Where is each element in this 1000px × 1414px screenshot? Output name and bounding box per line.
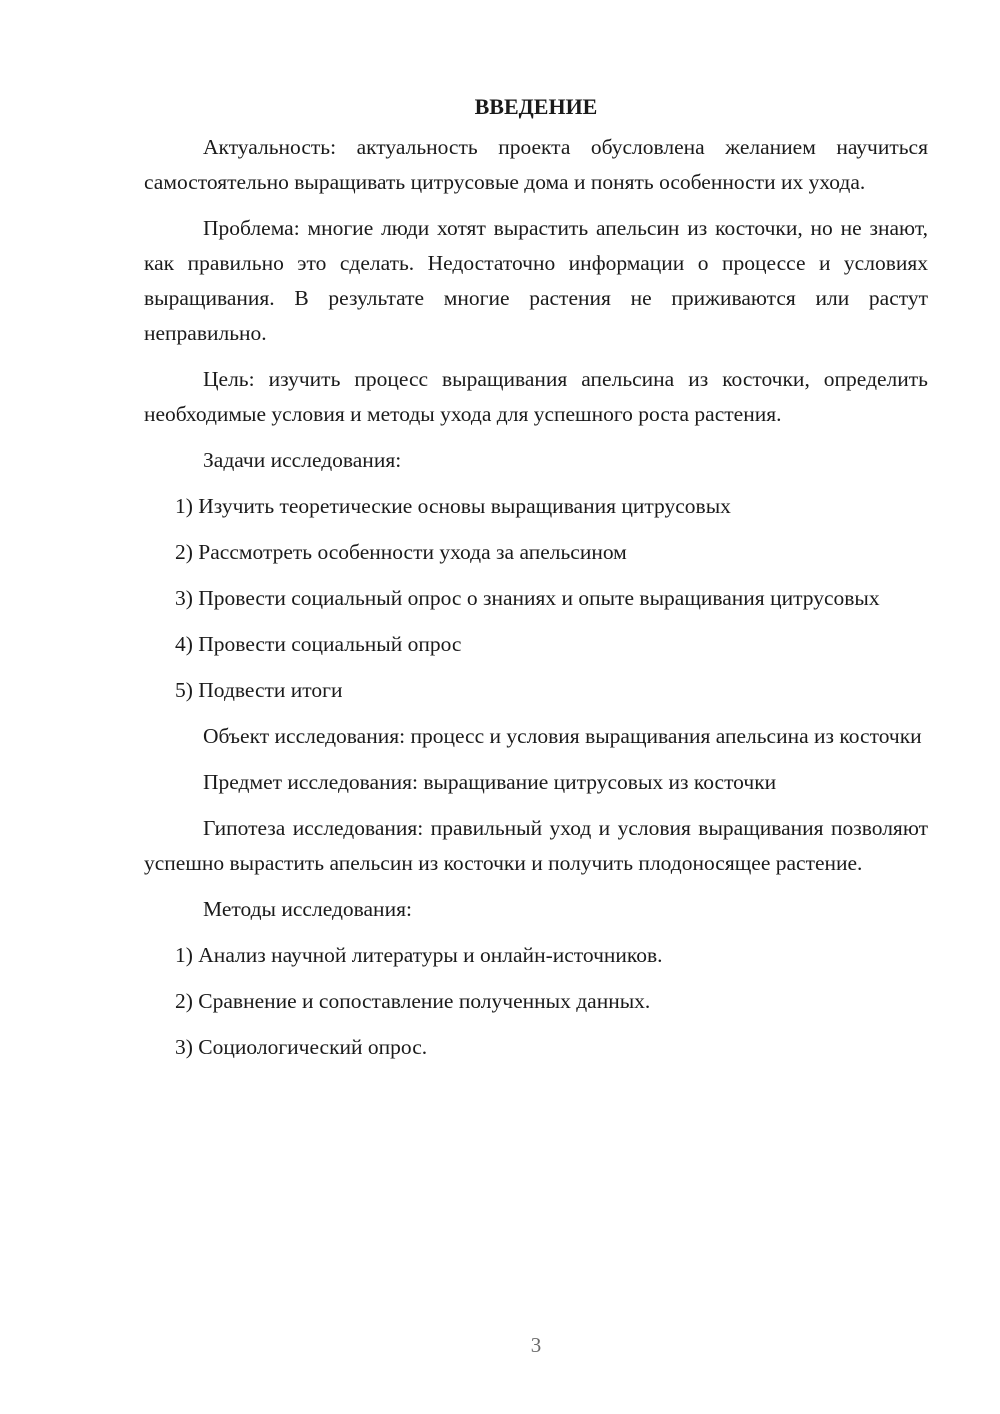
task-item-2: 2) Рассмотреть особенности ухода за апельсином	[175, 540, 627, 564]
paragraph-hypothesis: Гипотеза исследования: правильный уход и условия выращивания позволяют успешно вырастить апельсин из косточки и получить плодоносящее растение.	[144, 816, 928, 875]
page-number: 3	[530, 1333, 542, 1357]
method-item-2: 2) Сравнение и сопоставление полученных данных.	[175, 989, 651, 1013]
method-item-3: 3) Социологический опрос.	[175, 1035, 428, 1059]
paragraph-goal: Цель: изучить процесс выращивания апельсина из косточки, определить необходимые условия и методы ухода для успешного роста растения.	[144, 367, 928, 426]
task-item-3: 3) Провести социальный опрос о знаниях и опыте выращивания цитрусовых	[175, 586, 880, 610]
methods-heading: Методы исследования:	[203, 897, 412, 921]
tasks-heading: Задачи исследования:	[203, 448, 402, 472]
task-item-1: 1) Изучить теоретические основы выращивания цитрусовых	[175, 494, 731, 518]
paragraph-problem: Проблема: многие люди хотят вырастить апельсин из косточки, но не знают, как правильно это сделать. Недостаточно информации о процессе и условиях выращивания. В результате многие растения не приживаются или растут неправильно.	[144, 216, 928, 345]
task-item-5: 5) Подвести итоги	[175, 678, 343, 702]
method-item-1: 1) Анализ научной литературы и онлайн-источников.	[175, 943, 663, 967]
section-title: ВВЕДЕНИЕ	[474, 94, 598, 119]
paragraph-object: Объект исследования: процесс и условия выращивания апельсина из косточки	[203, 724, 922, 748]
task-item-4: 4) Провести социальный опрос	[175, 632, 462, 656]
document-page	[144, 90, 928, 1076]
paragraph-relevance: Актуальность: актуальность проекта обусловлена желанием научиться самостоятельно выращивать цитрусовые дома и понять особенности их ухода.	[144, 135, 928, 194]
paragraph-subject: Предмет исследования: выращивание цитрусовых из косточки	[203, 770, 777, 794]
